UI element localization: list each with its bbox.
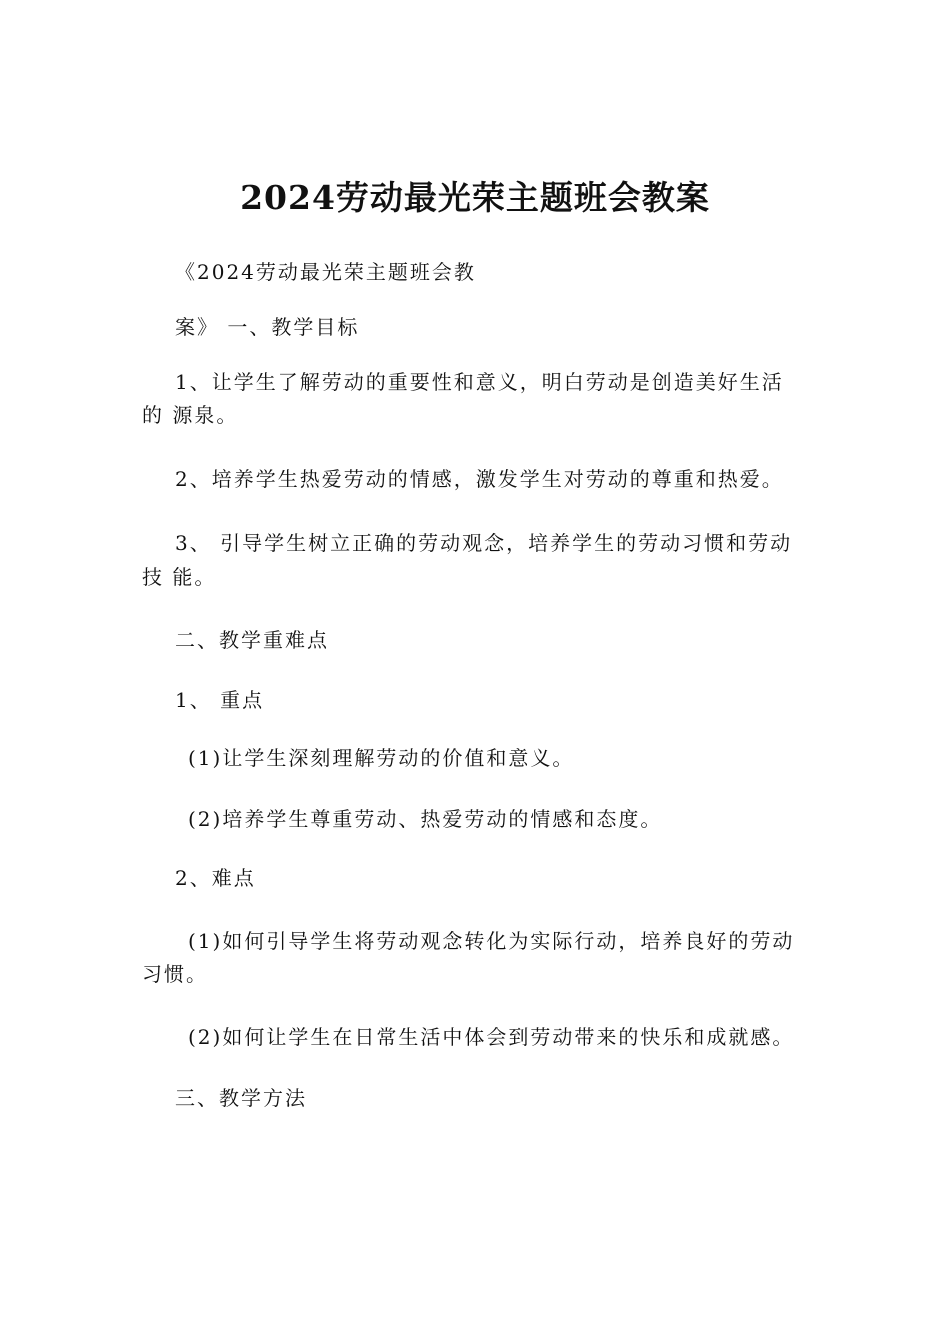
section-2-heading: 二、教学重难点 xyxy=(175,628,329,652)
goal-1-line-2: 的 源泉。 xyxy=(142,403,239,427)
intro-line-1: 《2024劳动最光荣主题班会教 xyxy=(175,260,476,284)
key-point-1: (1)让学生深刻理解劳动的价值和意义。 xyxy=(188,746,575,770)
intro-line-2: 案》 一、教学目标 xyxy=(175,315,360,339)
key-point-2: (2)培养学生尊重劳动、热爱劳动的情感和态度。 xyxy=(188,807,663,831)
difficulty-1-line-1: (1)如何引导学生将劳动观念转化为实际行动，培养良好的劳动 xyxy=(188,929,795,953)
goal-1-line-1: 1、让学生了解劳动的重要性和意义，明白劳动是创造美好生活 xyxy=(175,370,784,394)
difficulty-1-line-2: 习惯。 xyxy=(142,962,208,986)
difficulties-heading: 2、难点 xyxy=(175,866,256,890)
key-points-heading: 1、 重点 xyxy=(175,688,265,712)
section-3-heading: 三、教学方法 xyxy=(175,1086,307,1110)
goal-2: 2、培养学生热爱劳动的情感，激发学生对劳动的尊重和热爱。 xyxy=(175,467,784,491)
goal-3-line-2: 技 能。 xyxy=(142,565,217,589)
difficulty-2: (2)如何让学生在日常生活中体会到劳动带来的快乐和成就感。 xyxy=(188,1025,795,1049)
goal-3-line-1: 3、 引导学生树立正确的劳动观念，培养学生的劳动习惯和劳动 xyxy=(175,531,793,555)
document-title: 2024劳动最光荣主题班会教案 xyxy=(240,178,710,217)
